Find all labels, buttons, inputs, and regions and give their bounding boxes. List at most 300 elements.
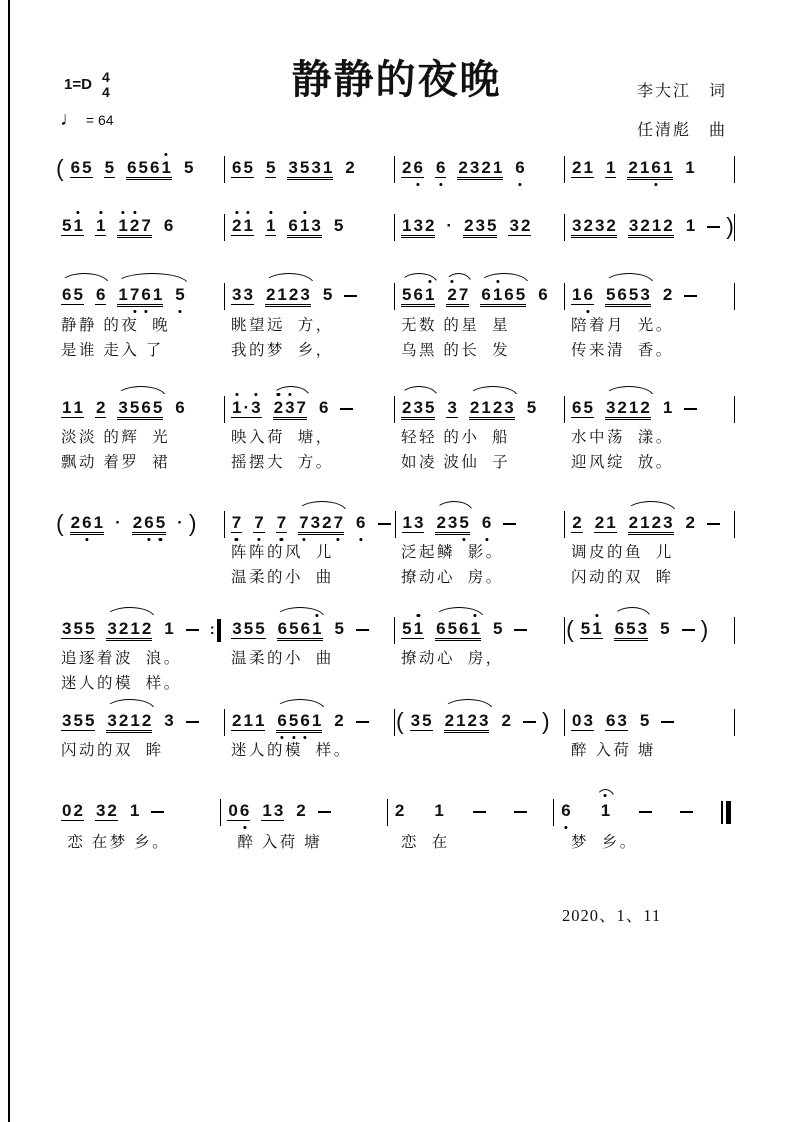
lyrics-line [55, 830, 735, 852]
dash-note [318, 811, 331, 813]
dash-note [503, 523, 516, 525]
slur-arc [264, 273, 314, 284]
lyric-cell [395, 671, 565, 693]
note: 1 [164, 619, 174, 638]
note: 3 [273, 801, 284, 820]
note-group [394, 801, 405, 820]
lyric-cell: 淡淡 的辉 光 [61, 429, 171, 446]
note: 3 [95, 801, 106, 820]
slur-arc [116, 273, 188, 284]
note-group [276, 513, 287, 533]
note: 6 [232, 158, 242, 177]
note: 1 [62, 398, 72, 417]
note: 3 [107, 619, 117, 638]
quarter-note-icon: ♩ [60, 108, 80, 130]
note: 3 [628, 216, 639, 235]
note: 2 [572, 513, 582, 532]
note: 1 [299, 216, 310, 235]
note: 3 [572, 216, 582, 235]
note: 3 [311, 158, 321, 177]
note-group [614, 619, 648, 639]
note: 2 [640, 398, 650, 417]
note-group [298, 513, 344, 533]
note: 3 [413, 398, 423, 417]
note-group [276, 711, 322, 731]
note: 3 [617, 711, 627, 730]
note: 3 [594, 216, 605, 235]
note-group [231, 513, 242, 533]
note-group [253, 513, 264, 533]
dash-note [340, 408, 353, 410]
note-group [231, 398, 262, 418]
lyrics-line [55, 425, 735, 447]
note-group [117, 216, 151, 236]
dash-note [186, 721, 199, 723]
tempo-value: = 64 [85, 112, 114, 128]
note: 5 [129, 398, 140, 417]
note: 2 [265, 285, 276, 304]
measure [225, 396, 395, 423]
note-group [273, 398, 307, 418]
note-group [571, 513, 582, 533]
note: 1 [583, 158, 593, 177]
note: 6 [62, 285, 72, 304]
slur-arc [275, 699, 325, 710]
note: 2 [402, 158, 412, 177]
note-group [61, 619, 95, 639]
dash-note [344, 295, 357, 297]
lyrics-line [55, 450, 735, 472]
lyrics-line [55, 565, 735, 587]
note: 1 [592, 619, 602, 638]
note: 3 [288, 158, 298, 177]
slur-arc [105, 607, 155, 618]
note: 0 [228, 801, 238, 820]
measure [55, 156, 225, 183]
measure [55, 214, 225, 241]
slur-arc [60, 273, 109, 284]
note: 2 [322, 513, 332, 532]
note: 6 [435, 158, 446, 177]
note: 2 [107, 801, 117, 820]
note: 5 [605, 285, 616, 304]
note-group [61, 711, 95, 731]
note: 1 [481, 398, 491, 417]
note: 1 [662, 158, 673, 177]
lyrics-line [55, 671, 735, 693]
note-group [605, 285, 651, 305]
note: 5 [73, 285, 83, 304]
note: 6 [141, 398, 151, 417]
final-barline [721, 801, 731, 824]
note: 3 [504, 398, 514, 417]
lyrics-line [55, 540, 735, 562]
note: 2 [288, 285, 299, 304]
note-group [333, 711, 344, 730]
note: 5 [243, 158, 253, 177]
note-group [295, 801, 306, 820]
note: 6 [127, 158, 137, 177]
lyric-cell [55, 540, 225, 562]
slur-arc [604, 386, 654, 397]
note-group [492, 619, 503, 638]
measure [55, 799, 221, 826]
lyric-cell: 是谁 走入 了 [61, 342, 164, 359]
lyric-cell: 迷人的模 样。 [61, 675, 182, 692]
note: 1 [600, 801, 611, 820]
lyric-cell: 追逐着波 浪。 [61, 650, 182, 667]
note: 3 [583, 711, 593, 730]
measure [225, 709, 395, 736]
dash-note [707, 523, 720, 525]
note: 7 [299, 513, 309, 532]
final-thick-bar [726, 801, 731, 824]
note-group [605, 711, 628, 731]
note: 2 [572, 158, 582, 177]
note: 2 [424, 216, 435, 235]
note: 6 [319, 398, 329, 417]
note: 1 [685, 216, 696, 235]
measure [395, 709, 565, 736]
note: 3 [311, 216, 321, 235]
note: 5 [526, 398, 537, 417]
note: 1 [152, 285, 163, 304]
note-group [639, 711, 650, 730]
note: 1 [93, 513, 104, 532]
note: 2 [141, 619, 152, 638]
note-group [627, 158, 673, 178]
final-thin-bar [721, 801, 723, 824]
note-group [287, 158, 333, 178]
note-group [318, 398, 329, 417]
note: 1 [243, 711, 253, 730]
note: 2 [232, 711, 242, 730]
lyric-cell: 醉 入荷 塘 [231, 834, 323, 851]
note-group [401, 398, 435, 418]
lyric-cell: 我的梦 乡， [231, 342, 334, 359]
note-group [580, 619, 603, 639]
note: 6 [277, 711, 287, 730]
page-left-border [8, 0, 10, 1122]
lyric-cell: 梦 乡。 [571, 834, 638, 851]
notation-line [55, 156, 735, 183]
note: 3 [640, 285, 650, 304]
lyric-cell: 陪着月 光。 [571, 317, 674, 334]
note: 2 [628, 158, 638, 177]
note-group [61, 216, 84, 236]
note: 6 [144, 513, 154, 532]
note: 1 [118, 216, 128, 235]
time-signature-bottom: 4 [101, 83, 110, 100]
note-group [685, 513, 696, 532]
note-group [95, 285, 106, 305]
note: 5 [628, 285, 639, 304]
note: 5 [73, 711, 83, 730]
slur-arc [275, 607, 325, 618]
note-group [662, 398, 673, 417]
notation-line [55, 617, 735, 644]
note: 5 [402, 619, 412, 638]
note: 2 [458, 158, 468, 177]
note-group [435, 619, 481, 639]
note: 3 [509, 216, 519, 235]
dash-note [682, 629, 695, 631]
note: 6 [481, 285, 491, 304]
note-group [457, 158, 503, 178]
note: 3 [62, 711, 72, 730]
note-group [684, 158, 695, 177]
note: 3 [164, 711, 174, 730]
notation-line [55, 214, 735, 241]
note: 3 [447, 398, 457, 417]
note: 1 [639, 158, 650, 177]
parenthesis: ( [56, 510, 64, 536]
note: 1 [492, 285, 503, 304]
note-group [571, 398, 594, 418]
slur-arc [116, 386, 166, 397]
note: 1 [424, 285, 435, 304]
note: 3 [447, 513, 458, 532]
lyric-cell: 映入荷 塘， [231, 429, 334, 446]
note: 1 [572, 285, 582, 304]
note: 1 [640, 513, 650, 532]
note: 1 [470, 619, 480, 638]
note: 6 [239, 801, 250, 820]
parenthesis: ) [188, 510, 197, 536]
note-group [526, 398, 537, 417]
note: 6 [82, 513, 92, 532]
note: 5 [155, 513, 166, 532]
note: 5 [333, 216, 344, 235]
note: 1 [456, 711, 466, 730]
lyric-cell: 飘动 着罗 裙 [61, 454, 171, 471]
dash-note [661, 721, 674, 723]
note: 6 [481, 513, 492, 532]
note: 2 [402, 398, 412, 417]
note-group [605, 158, 616, 178]
note: 1 [402, 513, 412, 532]
note: 6 [141, 285, 151, 304]
note: 6 [413, 285, 423, 304]
note: 2 [444, 711, 455, 730]
note: 5 [175, 285, 185, 304]
note: 5 [255, 619, 265, 638]
measure [225, 214, 395, 241]
note: 5 [402, 285, 412, 304]
note: 5 [424, 398, 435, 417]
note-group [61, 398, 84, 418]
note: 1 [651, 216, 662, 235]
note: 6 [436, 619, 446, 638]
dash-note [514, 629, 527, 631]
lyric-cell: 泛起鳞 影。 [401, 544, 504, 561]
note: 1 [685, 158, 695, 177]
note: 0 [572, 711, 582, 730]
note: 3 [300, 285, 310, 304]
note: 3 [107, 711, 117, 730]
note: 1 [232, 398, 242, 417]
dash-note [356, 721, 369, 723]
measure [388, 799, 554, 826]
slur-arc [105, 699, 155, 710]
augmentation-dot: · [243, 398, 250, 417]
note: 2 [501, 711, 511, 730]
dash-note [680, 811, 693, 813]
measure [395, 156, 565, 183]
note: 2 [118, 711, 129, 730]
note: 3 [475, 216, 486, 235]
note-group [594, 513, 617, 533]
augmentation-dot: · [177, 513, 183, 532]
note: 6 [538, 285, 548, 304]
note: 5 [265, 158, 276, 177]
measure [396, 511, 566, 538]
note-group [126, 158, 172, 178]
note: 2 [95, 398, 106, 417]
slur-arc [400, 386, 438, 397]
note-group [333, 216, 344, 235]
slur-arc [443, 699, 493, 710]
measure [221, 799, 387, 826]
score [55, 0, 735, 1122]
slur-arc [445, 273, 472, 284]
note: 5 [515, 285, 526, 304]
slur-arc [468, 386, 518, 397]
lyric-cell: 迎风绽 放。 [571, 454, 674, 471]
note: 1 [73, 398, 83, 417]
note: 2 [129, 216, 140, 235]
note-group [481, 513, 492, 532]
lyric-cell [565, 671, 735, 693]
lyric-cell: 迷人的模 样。 [231, 742, 352, 759]
note: 3 [637, 619, 648, 638]
notation-line [55, 396, 735, 423]
note: 5 [183, 158, 194, 177]
measure [225, 156, 395, 183]
note: 6 [515, 158, 525, 177]
measure [565, 617, 735, 644]
note: 2 [296, 801, 306, 820]
note-group [560, 801, 571, 820]
dash-note [356, 629, 369, 631]
note: 1 [413, 619, 424, 638]
measure [565, 156, 735, 183]
note: 2 [70, 513, 81, 532]
note-group [344, 158, 355, 177]
note-group [605, 398, 651, 418]
dash-note [684, 295, 697, 297]
note: 2 [685, 513, 695, 532]
lyrics-line [55, 338, 735, 360]
slur-arc [626, 501, 676, 512]
note-group [95, 398, 106, 418]
note: 1 [322, 158, 333, 177]
note-group [685, 216, 696, 235]
composer-credit: 任清彪 曲 [636, 122, 727, 139]
notation-line [55, 511, 735, 538]
measure [225, 511, 396, 538]
note-group [163, 216, 174, 235]
augmentation-dot: · [115, 513, 121, 532]
note: 2 [663, 216, 673, 235]
note: 2 [662, 285, 673, 304]
note: 3 [232, 619, 242, 638]
note: 5 [289, 619, 299, 638]
note: 3 [243, 285, 253, 304]
note: 5 [138, 158, 149, 177]
note: 5 [626, 619, 636, 638]
note: 1 [606, 513, 616, 532]
note-group [163, 711, 174, 730]
note: 2 [73, 801, 83, 820]
measure [55, 617, 225, 644]
measure [225, 283, 395, 310]
note: 6 [163, 216, 174, 235]
note-group [61, 801, 84, 821]
lyricist-credit: 李大江 词 [636, 83, 727, 100]
note-group [277, 619, 323, 639]
note-group [70, 158, 93, 178]
note: 1 [262, 801, 272, 820]
note: 5 [73, 619, 83, 638]
note: 3 [251, 398, 261, 417]
key-label: 1=D [64, 76, 92, 94]
note: 2 [520, 216, 531, 235]
slur-arc [297, 501, 347, 512]
note: 2 [394, 801, 405, 820]
note: 2 [132, 513, 143, 532]
lyric-cell: 闪动的双 眸 [61, 742, 164, 759]
note-group [95, 216, 106, 236]
slur-arc [435, 501, 473, 512]
measure [395, 396, 565, 423]
dash-note [707, 226, 720, 228]
note: 1 [95, 216, 106, 235]
note: 1 [129, 801, 140, 820]
note: 2 [640, 216, 650, 235]
note: 1 [492, 158, 503, 177]
note: 5 [334, 619, 344, 638]
note: 6 [617, 285, 627, 304]
augmentation-dot: · [446, 216, 453, 235]
note-group [231, 619, 265, 639]
note: 3 [285, 398, 295, 417]
note: 5 [422, 711, 432, 730]
note: 6 [614, 619, 625, 638]
time-signature-top: 4 [101, 69, 110, 85]
note: 5 [82, 158, 92, 177]
note-group [401, 285, 435, 305]
lyric-cell: 温柔的小 曲 [231, 650, 334, 667]
note-group [231, 158, 254, 178]
note: 3 [413, 513, 424, 532]
note-group [174, 285, 185, 304]
note: 3 [469, 158, 480, 177]
note: 2 [594, 513, 605, 532]
lyric-cell: 乌黑 的长 发 [401, 342, 511, 359]
note-group [104, 158, 115, 178]
note-group [117, 285, 163, 305]
note-group [469, 398, 515, 418]
note: 6 [356, 513, 366, 532]
lyric-cell: 如凌 波仙 子 [401, 454, 511, 471]
note-group [500, 711, 511, 730]
dash-note [473, 811, 486, 813]
note: 2 [447, 285, 457, 304]
note: 5 [660, 619, 670, 638]
lyric-cell: 静静 的夜 晚 [61, 317, 171, 334]
note: 7 [231, 513, 242, 532]
